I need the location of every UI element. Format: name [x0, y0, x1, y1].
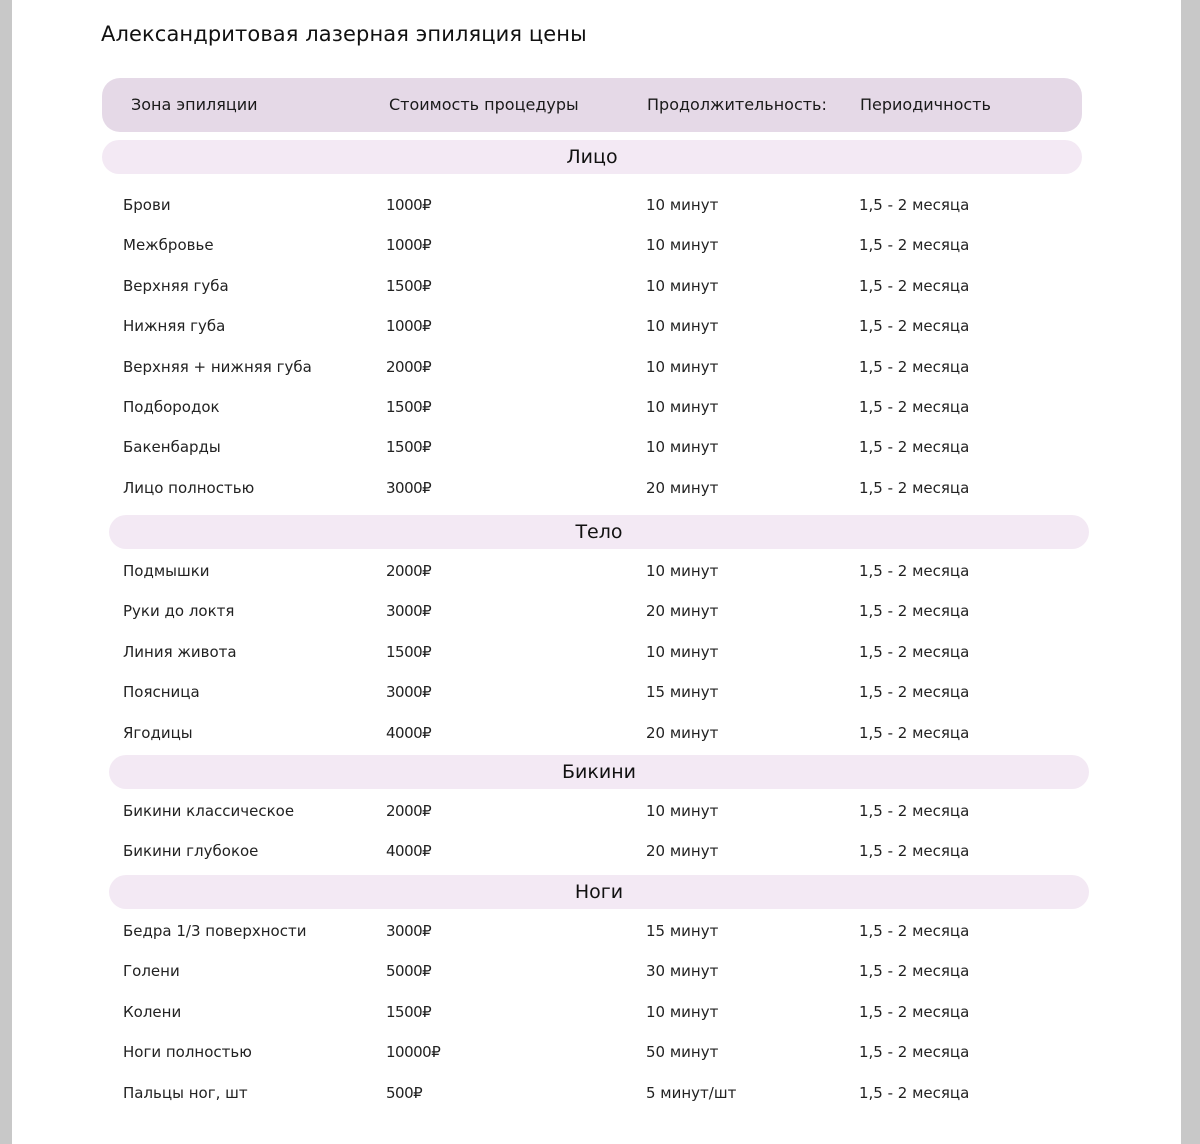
table-row: [12, 479, 1181, 503]
period-cell: 1,5 - 2 месяца: [859, 1043, 970, 1062]
table-row: [12, 962, 1181, 986]
period-cell: 1,5 - 2 месяца: [859, 438, 970, 457]
table-row: [12, 317, 1181, 341]
period-cell: 1,5 - 2 месяца: [859, 478, 970, 497]
table-row: [12, 358, 1181, 382]
zone-cell: Бакенбарды: [123, 438, 221, 457]
price-cell: 4000₽: [386, 723, 432, 742]
table-row: [12, 602, 1181, 626]
price-cell: 1000₽: [386, 236, 432, 255]
table-row: [12, 1084, 1181, 1108]
zone-cell: Нижняя губа: [123, 317, 226, 336]
period-cell: 1,5 - 2 месяца: [859, 317, 970, 336]
price-cell: 3000₽: [386, 478, 432, 497]
duration-cell: 10 минут: [646, 642, 719, 661]
zone-cell: Лицо полностью: [123, 478, 255, 497]
table-row: [12, 196, 1181, 220]
zone-cell: Межбровье: [123, 236, 214, 255]
table-row: [12, 643, 1181, 667]
period-cell: 1,5 - 2 месяца: [859, 683, 970, 702]
price-cell: 2000₽: [386, 562, 432, 580]
duration-cell: 20 минут: [646, 842, 719, 861]
duration-cell: 10 минут: [646, 196, 719, 214]
header-zone: Зона эпиляции: [131, 95, 258, 114]
price-cell: 2000₽: [386, 802, 432, 820]
zone-cell: Пальцы ног, шт: [123, 1083, 248, 1102]
duration-cell: 15 минут: [646, 683, 719, 702]
table-row: [12, 398, 1181, 422]
price-cell: 3000₽: [386, 602, 432, 621]
table-row: [12, 1003, 1181, 1027]
zone-cell: Руки до локтя: [123, 602, 235, 621]
period-cell: 1,5 - 2 месяца: [859, 1083, 970, 1102]
section-header: [109, 755, 1089, 789]
price-cell: 1500₽: [386, 642, 432, 661]
zone-cell: Бедра 1/3 поверхности: [123, 922, 307, 940]
price-cell: 3000₽: [386, 683, 432, 702]
period-cell: 1,5 - 2 месяца: [859, 723, 970, 742]
duration-cell: 20 минут: [646, 602, 719, 621]
price-cell: 1000₽: [386, 196, 432, 214]
section-title: Бикини: [562, 761, 636, 783]
period-cell: 1,5 - 2 месяца: [859, 562, 970, 580]
zone-cell: Ягодицы: [123, 723, 193, 742]
header-period: Периодичность: [860, 95, 991, 114]
duration-cell: 10 минут: [646, 276, 719, 295]
zone-cell: Колени: [123, 1002, 182, 1021]
header-duration: Продолжительность:: [647, 95, 827, 114]
period-cell: 1,5 - 2 месяца: [859, 922, 970, 940]
header-price: Стоимость процедуры: [389, 95, 579, 114]
section-header: [102, 140, 1082, 174]
table-row: [12, 724, 1181, 748]
zone-cell: Верхняя + нижняя губа: [123, 357, 312, 376]
duration-cell: 20 минут: [646, 723, 719, 742]
zone-cell: Брови: [123, 196, 171, 214]
zone-cell: Поясница: [123, 683, 200, 702]
period-cell: 1,5 - 2 месяца: [859, 842, 970, 861]
zone-cell: Бикини классическое: [123, 802, 295, 820]
table-header: [102, 78, 1082, 132]
duration-cell: 50 минут: [646, 1043, 719, 1062]
table-row: [12, 438, 1181, 462]
duration-cell: 10 минут: [646, 357, 719, 376]
period-cell: 1,5 - 2 месяца: [859, 642, 970, 661]
price-cell: 1500₽: [386, 1002, 432, 1021]
table-row: [12, 277, 1181, 301]
duration-cell: 5 минут/шт: [646, 1083, 737, 1102]
table-row: [12, 842, 1181, 866]
period-cell: 1,5 - 2 месяца: [859, 962, 970, 981]
duration-cell: 10 минут: [646, 438, 719, 457]
zone-cell: Подмышки: [123, 562, 210, 580]
duration-cell: 10 минут: [646, 398, 719, 416]
page-title: Александритовая лазерная эпиляция цены: [101, 22, 587, 46]
duration-cell: 15 минут: [646, 922, 719, 940]
price-cell: 2000₽: [386, 357, 432, 376]
section-header: [109, 515, 1089, 549]
section-header: [109, 875, 1089, 909]
section-title: Тело: [575, 521, 623, 543]
zone-cell: Подбородок: [123, 398, 220, 416]
duration-cell: 30 минут: [646, 962, 719, 981]
price-cell: 500₽: [386, 1083, 423, 1102]
period-cell: 1,5 - 2 месяца: [859, 1002, 970, 1021]
price-cell: 5000₽: [386, 962, 432, 981]
duration-cell: 20 минут: [646, 478, 719, 497]
section-title: Лицо: [566, 146, 618, 168]
period-cell: 1,5 - 2 месяца: [859, 196, 970, 214]
zone-cell: Голени: [123, 962, 180, 981]
duration-cell: 10 минут: [646, 236, 719, 255]
price-cell: 1500₽: [386, 438, 432, 457]
zone-cell: Бикини глубокое: [123, 842, 259, 861]
price-cell: 10000₽: [386, 1043, 441, 1062]
zone-cell: Верхняя губа: [123, 276, 229, 295]
period-cell: 1,5 - 2 месяца: [859, 602, 970, 621]
period-cell: 1,5 - 2 месяца: [859, 802, 970, 820]
price-cell: 1000₽: [386, 317, 432, 336]
section-title: Ноги: [574, 881, 624, 903]
duration-cell: 10 минут: [646, 562, 719, 580]
table-row: [12, 562, 1181, 586]
duration-cell: 10 минут: [646, 1002, 719, 1021]
period-cell: 1,5 - 2 месяца: [859, 398, 970, 416]
period-cell: 1,5 - 2 месяца: [859, 357, 970, 376]
price-cell: 4000₽: [386, 842, 432, 861]
table-row: [12, 1043, 1181, 1067]
price-page: [12, 0, 1181, 1144]
price-cell: 3000₽: [386, 922, 432, 940]
zone-cell: Ноги полностью: [123, 1043, 252, 1062]
zone-cell: Линия живота: [123, 642, 237, 661]
table-row: [12, 922, 1181, 946]
table-row: [12, 683, 1181, 707]
table-row: [12, 802, 1181, 826]
table-row: [12, 236, 1181, 260]
duration-cell: 10 минут: [646, 802, 719, 820]
duration-cell: 10 минут: [646, 317, 719, 336]
price-cell: 1500₽: [386, 398, 432, 416]
price-cell: 1500₽: [386, 276, 432, 295]
period-cell: 1,5 - 2 месяца: [859, 276, 970, 295]
period-cell: 1,5 - 2 месяца: [859, 236, 970, 255]
